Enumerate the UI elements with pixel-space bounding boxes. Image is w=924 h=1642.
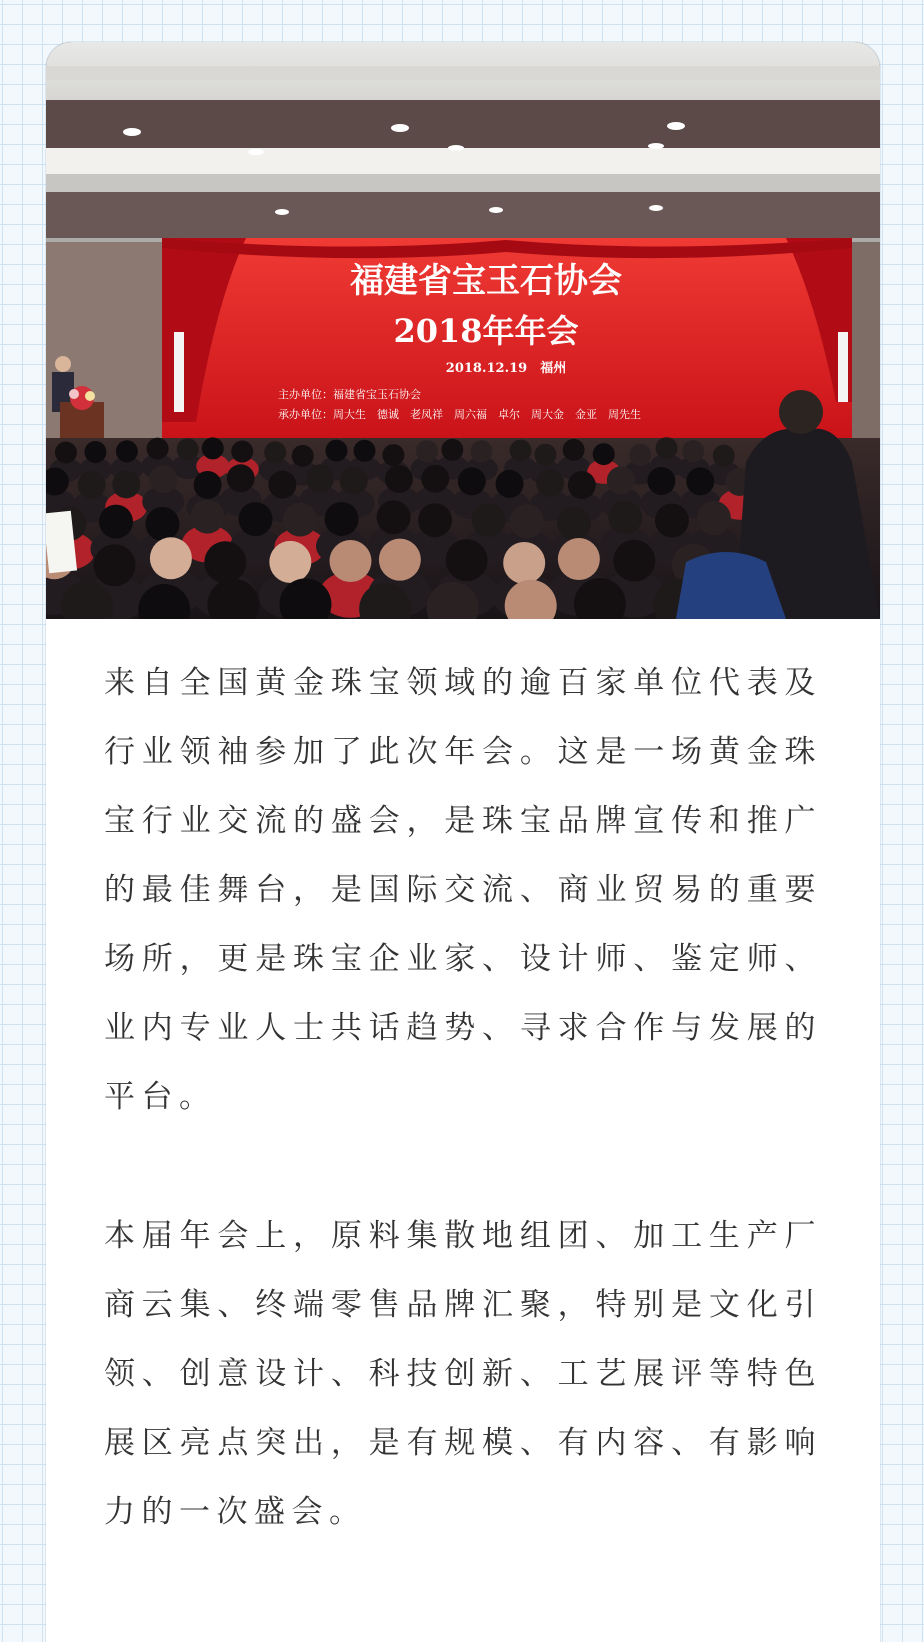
audience-member-head	[177, 438, 199, 460]
audience-member-head	[385, 465, 413, 493]
audience-member-head	[190, 500, 224, 534]
audience-member-head	[510, 504, 544, 538]
audience-member-head	[503, 542, 545, 584]
audience-member-head	[534, 444, 556, 466]
audience-member-head	[231, 441, 253, 463]
audience-member-head	[202, 437, 224, 459]
audience-member-head	[472, 503, 506, 537]
banner-date-place: 2018.12.19 福州	[446, 360, 566, 376]
audience-member-head	[116, 440, 138, 462]
audience-member-head	[496, 470, 524, 498]
audience-member-head	[697, 501, 731, 535]
article-paragraph-1: 来自全国黄金珠宝领域的逾百家单位代表及行业领袖参加了此次年会。这是一场黄金珠宝行业交流的盛会，是珠宝品牌宣传和推广的最佳舞台，是国际交流、商业贸易的重要场所，更是珠宝企业家、设计师、鉴定师、业内专业人士共话趋势、寻求合作与发展的平台。	[104, 649, 822, 1132]
audience-member-head	[379, 539, 421, 581]
audience-member-head	[510, 440, 532, 462]
audience-member-head	[421, 465, 449, 493]
audience-member-head	[377, 500, 411, 534]
audience-member-head	[340, 467, 368, 495]
audience-member-head	[656, 437, 678, 459]
audience-member-head	[94, 544, 136, 586]
audience-member-head	[458, 467, 486, 495]
audience-member-head	[558, 538, 600, 580]
audience-member-head	[682, 440, 704, 462]
audience-member-head	[382, 444, 404, 466]
audience-member-head	[655, 504, 689, 538]
audience-member-head	[629, 444, 651, 466]
banner-co-organizers: 承办单位：周大生 德诚 老凤祥 周六福 卓尔 周大金 金亚 周先生	[278, 407, 641, 421]
audience-member-head	[563, 439, 585, 461]
audience-member-head	[112, 470, 140, 498]
audience-member-head	[647, 467, 675, 495]
article-card	[46, 42, 880, 1642]
audience-member-head	[204, 541, 246, 583]
audience-member-head	[536, 469, 564, 497]
audience-member-head	[239, 502, 273, 536]
audience-member-head	[264, 441, 286, 463]
audience-member-head	[416, 440, 438, 462]
audience-member-head	[608, 500, 642, 534]
audience-member-head	[441, 439, 463, 461]
audience-member-head	[227, 464, 255, 492]
audience-member-head	[99, 505, 133, 539]
audience-member-head	[329, 540, 371, 582]
article-paragraph-2: 本届年会上，原料集散地组团、加工生产厂商云集、终端零售品牌汇聚，特别是文化引领、创意设计、科技创新、工艺展评等特色展区亮点突出，是有规模、有内容、有影响力的一次盛会。	[104, 1202, 822, 1547]
audience-member-head	[713, 445, 735, 467]
banner-subtitle: 2018年年会	[393, 312, 578, 350]
audience-member-head	[446, 539, 488, 581]
audience-member-head	[607, 466, 635, 494]
banner-title: 福建省宝玉石协会	[350, 261, 622, 301]
audience-member-head	[78, 471, 106, 499]
audience-member-head	[470, 440, 492, 462]
audience-member-head	[292, 445, 314, 467]
audience-member-head	[568, 471, 596, 499]
audience-member-head	[283, 503, 317, 537]
article-body	[46, 619, 880, 1547]
audience-member-head	[145, 507, 179, 541]
audience-member-head	[268, 471, 296, 499]
audience-member-head	[149, 465, 177, 493]
audience-member-head	[194, 471, 222, 499]
audience-member-head	[150, 537, 192, 579]
audience-member-head	[147, 438, 169, 460]
banner-organizer: 主办单位：福建省宝玉石协会	[278, 387, 421, 401]
audience-member-head	[557, 506, 591, 540]
audience-member-head	[306, 464, 334, 492]
audience-member-head	[269, 541, 311, 583]
audience-member-head	[613, 540, 655, 582]
audience-member-head	[325, 502, 359, 536]
audience-member-head	[55, 441, 77, 463]
audience-member-head	[418, 503, 452, 537]
event-photo-drawing	[46, 42, 880, 619]
event-photo	[46, 42, 880, 619]
audience-member-head	[354, 440, 376, 462]
audience-member-head	[84, 441, 106, 463]
audience-member-head	[593, 443, 615, 465]
audience-member-head	[686, 467, 714, 495]
audience-member-head	[325, 440, 347, 462]
